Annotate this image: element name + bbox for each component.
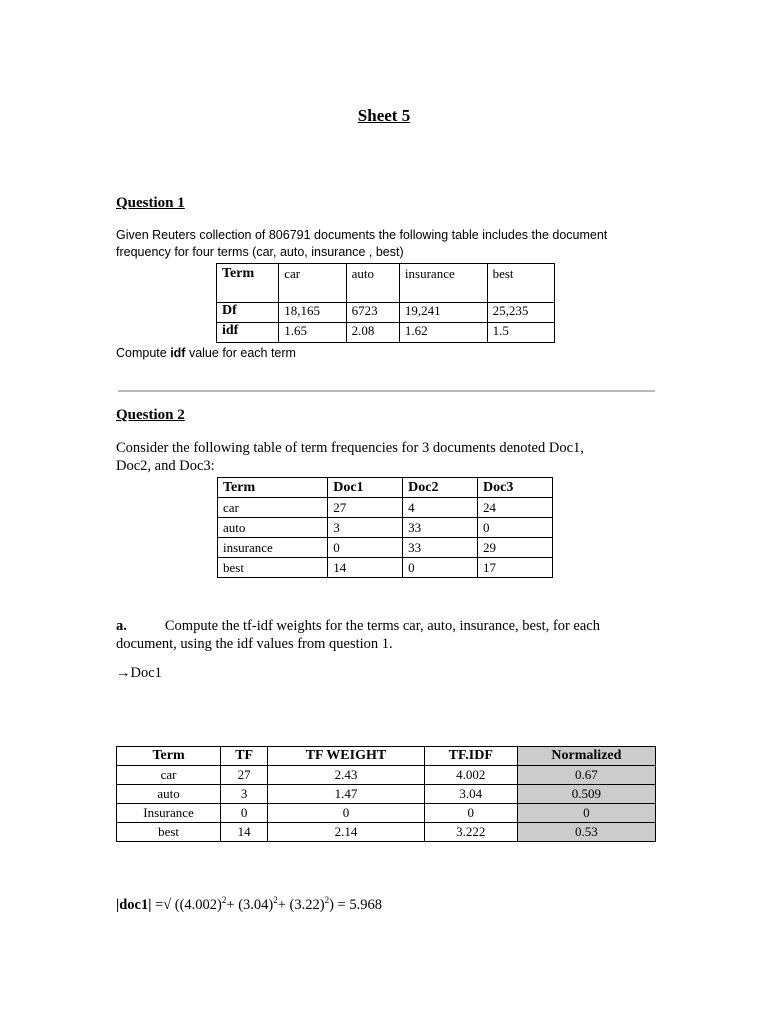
table-cell: 0.67 [517, 766, 655, 785]
table-cell: 0 [424, 804, 517, 823]
table-cell: 18,165 [279, 303, 346, 323]
table-cell: 0.509 [517, 785, 655, 804]
table-cell: 4.002 [424, 766, 517, 785]
part-a-label: a. [116, 618, 127, 634]
table-cell: 33 [403, 538, 478, 558]
intro-line: Consider the following table of term frequencies for 3 documents denoted Doc1, [116, 440, 584, 456]
formula-exponent: 2 [221, 895, 227, 905]
doc1-label [116, 665, 162, 682]
table-cell: 0 [478, 518, 553, 538]
table-cell: 3.222 [424, 823, 517, 842]
header-cell: best [487, 264, 554, 303]
table-cell: 0 [268, 804, 425, 823]
table-cell: 0 [328, 538, 403, 558]
question-2-intro [116, 439, 676, 475]
table-row [117, 785, 656, 804]
table-cell: 2.43 [268, 766, 425, 785]
header-cell: TF.IDF [424, 747, 517, 766]
table-cell: 19,241 [399, 303, 487, 323]
table-cell: insurance [218, 538, 328, 558]
header-cell: Term [117, 747, 221, 766]
part-a-prompt [116, 617, 676, 653]
table-cell: 14 [328, 558, 403, 578]
page-title: Sheet 5 [357, 106, 411, 125]
table-cell: 25,235 [487, 303, 554, 323]
header-cell: TF [221, 747, 268, 766]
formula-exponent: 2 [324, 895, 330, 905]
header-cell: Doc1 [328, 478, 403, 498]
table-cell: 4 [403, 498, 478, 518]
intro-line: Given Reuters collection of 806791 documents the following table includes the document [116, 228, 608, 242]
table-row [117, 804, 656, 823]
table-cell: 2.14 [268, 823, 425, 842]
table-row [217, 303, 555, 323]
formula-part: ) = 5.968 [329, 896, 382, 913]
doc1-tfidf-table [116, 746, 656, 842]
table-cell: Insurance [117, 804, 221, 823]
table-cell: 1.62 [399, 323, 487, 343]
right-arrow-icon: → [116, 665, 131, 681]
table-header-row [217, 264, 555, 303]
table-cell: 33 [403, 518, 478, 538]
table-cell: 2.08 [346, 323, 399, 343]
table-row [117, 823, 656, 842]
doc1-label-text: Doc1 [130, 665, 162, 681]
table-cell: best [117, 823, 221, 842]
header-cell: Doc3 [478, 478, 553, 498]
formula-exponent: 2 [273, 895, 278, 905]
table-cell: auto [117, 785, 221, 804]
table-cell: car [117, 766, 221, 785]
doc1-norm-formula [116, 895, 382, 914]
table-cell: 3 [328, 518, 403, 538]
instruction-text: value for each term [185, 346, 296, 360]
table-cell: 1.65 [279, 323, 346, 343]
section-divider [118, 390, 655, 392]
df-idf-table [216, 263, 555, 343]
term-frequency-table [217, 477, 553, 578]
header-cell: Doc2 [403, 478, 478, 498]
header-cell: Term [217, 264, 279, 303]
table-cell: 17 [478, 558, 553, 578]
table-cell: 3 [221, 785, 268, 804]
instruction-text: Compute [116, 346, 171, 360]
table-cell: 29 [478, 538, 553, 558]
table-cell: 0 [517, 804, 655, 823]
table-header-row [117, 747, 656, 766]
table-cell: car [218, 498, 328, 518]
intro-line: frequency for four terms (car, auto, insurance , best) [116, 245, 404, 259]
table-cell: auto [218, 518, 328, 538]
table-row [217, 323, 555, 343]
table-cell: 0 [221, 804, 268, 823]
table-cell: 3.04 [424, 785, 517, 804]
table-cell: 0.53 [517, 823, 655, 842]
table-header-row [218, 478, 553, 498]
question-1-intro [116, 227, 676, 261]
table-cell: 24 [478, 498, 553, 518]
formula-part: + (3.22) [277, 896, 325, 913]
compute-idf-instruction [116, 345, 296, 362]
header-cell: Normalized [517, 747, 655, 766]
header-cell: auto [346, 264, 399, 303]
table-cell: 27 [328, 498, 403, 518]
formula-part: + (3.04) [226, 896, 274, 913]
table-cell: 0 [403, 558, 478, 578]
header-cell: insurance [399, 264, 487, 303]
table-row [218, 538, 553, 558]
formula-lhs: |doc1| [116, 896, 152, 913]
row-label: idf [217, 323, 279, 343]
instruction-emphasis: idf [170, 346, 186, 360]
row-label: Df [217, 303, 279, 323]
table-cell: 6723 [346, 303, 399, 323]
header-cell: car [279, 264, 346, 303]
question-2-heading: Question 2 [116, 407, 185, 423]
intro-line: Doc2, and Doc3: [116, 458, 215, 474]
table-row [218, 518, 553, 538]
table-row [218, 558, 553, 578]
table-cell: 27 [221, 766, 268, 785]
part-a-line [116, 617, 676, 635]
header-cell: TF WEIGHT [268, 747, 425, 766]
part-a-line: document, using the idf values from question 1. [116, 636, 393, 652]
table-row [218, 498, 553, 518]
part-a-text: Compute the tf-idf weights for the terms car, auto, insurance, best, for each [164, 618, 600, 634]
table-row [117, 766, 656, 785]
table-cell: 14 [221, 823, 268, 842]
table-cell: 1.5 [487, 323, 554, 343]
header-cell: Term [218, 478, 328, 498]
table-cell: best [218, 558, 328, 578]
question-1-heading: Question 1 [116, 195, 185, 211]
table-cell: 1.47 [268, 785, 425, 804]
formula-part: =√ ((4.002) [151, 896, 222, 913]
